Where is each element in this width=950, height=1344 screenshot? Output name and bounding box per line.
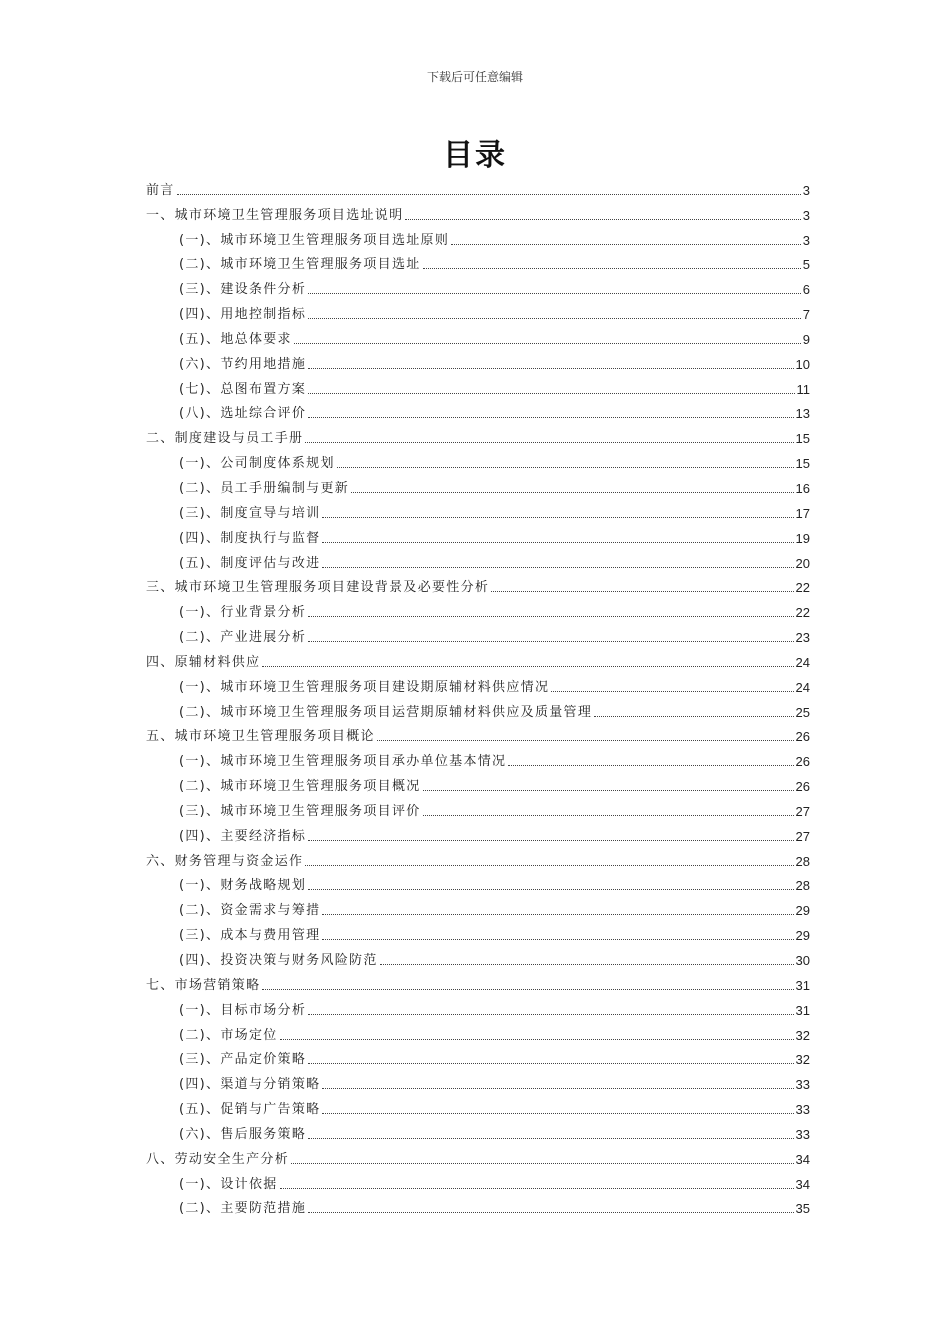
toc-entry[interactable] bbox=[146, 422, 810, 447]
toc-entry[interactable] bbox=[146, 323, 810, 348]
toc-entry-label: (五)、促销与广告策略 bbox=[179, 1102, 321, 1118]
toc-page-number: 28 bbox=[795, 878, 810, 894]
toc-page-number: 20 bbox=[795, 555, 810, 571]
toc-page-number: 28 bbox=[795, 853, 810, 869]
toc-entry-label: 一、城市环境卫生管理服务项目选址说明 bbox=[146, 207, 404, 223]
toc-entry-label: (一)、目标市场分析 bbox=[179, 1002, 307, 1018]
toc-dot-leader bbox=[308, 641, 793, 642]
toc-entry-label: (二)、城市环境卫生管理服务项目选址 bbox=[179, 257, 421, 273]
toc-entry[interactable] bbox=[146, 1168, 810, 1193]
toc-dot-leader bbox=[308, 1063, 793, 1064]
toc-page-number: 32 bbox=[795, 1052, 810, 1068]
toc-page-number: 34 bbox=[795, 1176, 810, 1192]
toc-page-number: 19 bbox=[795, 530, 810, 546]
toc-entry[interactable] bbox=[146, 447, 810, 472]
toc-dot-leader bbox=[291, 1163, 794, 1164]
toc-page-number: 35 bbox=[795, 1201, 810, 1217]
toc-dot-leader bbox=[491, 591, 793, 592]
toc-entry[interactable] bbox=[146, 1143, 810, 1168]
toc-dot-leader bbox=[308, 417, 793, 418]
toc-dot-leader bbox=[308, 889, 793, 890]
toc-dot-leader bbox=[280, 1188, 794, 1189]
toc-page-number: 13 bbox=[795, 406, 810, 422]
toc-page-number: 33 bbox=[795, 1102, 810, 1118]
toc-dot-leader bbox=[322, 914, 793, 915]
toc-page-number: 32 bbox=[795, 1027, 810, 1043]
toc-page-number: 26 bbox=[795, 729, 810, 745]
toc-page-number: 29 bbox=[795, 928, 810, 944]
toc-entry-label: (三)、成本与费用管理 bbox=[179, 928, 321, 944]
toc-entry-label: (一)、财务战略规划 bbox=[179, 878, 307, 894]
toc-entry[interactable] bbox=[146, 745, 810, 770]
toc-page-number: 26 bbox=[795, 754, 810, 770]
toc-entry-label: (三)、产品定价策略 bbox=[179, 1052, 307, 1068]
toc-page-number: 23 bbox=[795, 630, 810, 646]
toc-entry[interactable] bbox=[146, 820, 810, 845]
toc-page-number: 5 bbox=[802, 257, 810, 273]
toc-entry-label: (四)、渠道与分销策略 bbox=[179, 1077, 321, 1093]
toc-entry-label: (四)、投资决策与财务风险防范 bbox=[179, 953, 378, 968]
toc-entry[interactable] bbox=[146, 1044, 810, 1069]
toc-entry-label: (二)、产业进展分析 bbox=[179, 630, 307, 646]
toc-dot-leader bbox=[305, 865, 793, 866]
toc-entry[interactable] bbox=[146, 398, 810, 423]
toc-entry-label: 四、原辅材料供应 bbox=[146, 654, 261, 670]
toc-entry-label: (二)、员工手册编制与更新 bbox=[179, 480, 350, 496]
toc-entry-label: (一)、行业背景分析 bbox=[179, 605, 307, 621]
toc-page-number: 24 bbox=[795, 654, 810, 670]
toc-dot-leader bbox=[423, 790, 794, 791]
toc-entry[interactable] bbox=[146, 770, 810, 795]
toc-entry-label: (五)、地总体要求 bbox=[179, 331, 292, 347]
toc-entry[interactable] bbox=[146, 572, 810, 597]
toc-entry[interactable] bbox=[146, 621, 810, 646]
toc-entry[interactable] bbox=[146, 646, 810, 671]
toc-dot-leader bbox=[308, 1138, 793, 1139]
toc-page-number: 27 bbox=[795, 803, 810, 819]
toc-entry[interactable] bbox=[146, 522, 810, 547]
toc-entry-label: (二)、主要防范措施 bbox=[179, 1201, 307, 1217]
toc-page-number: 27 bbox=[795, 828, 810, 844]
toc-entry-label: (二)、城市环境卫生管理服务项目运营期原辅材料供应及质量管理 bbox=[179, 704, 593, 720]
toc-page-number: 7 bbox=[802, 307, 810, 323]
toc-entry-label: (二)、市场定位 bbox=[179, 1027, 278, 1043]
toc-page-number: 31 bbox=[795, 1002, 810, 1018]
toc-entry-label: (二)、城市环境卫生管理服务项目概况 bbox=[179, 779, 421, 795]
toc-dot-leader bbox=[322, 1088, 793, 1089]
toc-dot-leader bbox=[308, 1212, 793, 1213]
toc-entry-label: (一)、城市环境卫生管理服务项目承办单位基本情况 bbox=[179, 754, 507, 770]
toc-entry-label: 六、财务管理与资金运作 bbox=[146, 853, 304, 869]
toc-dot-leader bbox=[351, 492, 793, 493]
table-of-contents bbox=[146, 174, 810, 1217]
toc-entry[interactable] bbox=[146, 894, 810, 919]
toc-dot-leader bbox=[322, 567, 793, 568]
toc-page-number: 6 bbox=[802, 282, 810, 298]
toc-dot-leader bbox=[308, 616, 793, 617]
toc-entry-label: (四)、制度执行与监督 bbox=[179, 530, 321, 546]
toc-page-number: 17 bbox=[795, 505, 810, 521]
toc-entry-label: (四)、用地控制指标 bbox=[179, 307, 307, 323]
toc-page-number: 3 bbox=[802, 232, 810, 248]
toc-dot-leader bbox=[322, 939, 793, 940]
toc-entry-label: 五、城市环境卫生管理服务项目概论 bbox=[146, 729, 375, 745]
toc-entry[interactable] bbox=[146, 348, 810, 373]
toc-entry[interactable] bbox=[146, 1118, 810, 1143]
toc-dot-leader bbox=[322, 517, 793, 518]
toc-dot-leader bbox=[308, 840, 793, 841]
toc-entry-label: (一)、设计依据 bbox=[179, 1176, 278, 1192]
toc-dot-leader bbox=[280, 1039, 794, 1040]
toc-dot-leader bbox=[308, 368, 793, 369]
toc-page-number: 22 bbox=[795, 605, 810, 621]
toc-dot-leader bbox=[294, 343, 801, 344]
toc-page-number: 15 bbox=[795, 431, 810, 447]
toc-page-number: 16 bbox=[795, 480, 810, 496]
toc-entry[interactable] bbox=[146, 795, 810, 820]
toc-dot-leader bbox=[308, 318, 801, 319]
toc-entry[interactable] bbox=[146, 249, 810, 274]
toc-dot-leader bbox=[322, 542, 793, 543]
header-note: 下载后可任意编辑 bbox=[426, 70, 523, 84]
toc-entry[interactable] bbox=[146, 472, 810, 497]
toc-entry-label: (二)、资金需求与筹措 bbox=[179, 903, 321, 919]
toc-entry-label: (六)、售后服务策略 bbox=[179, 1126, 307, 1142]
toc-entry[interactable] bbox=[146, 1193, 810, 1218]
toc-dot-leader bbox=[594, 716, 793, 717]
toc-entry[interactable] bbox=[146, 224, 810, 249]
toc-page-number: 33 bbox=[795, 1126, 810, 1142]
toc-entry-label: (一)、城市环境卫生管理服务项目选址原则 bbox=[179, 232, 450, 248]
toc-dot-leader bbox=[451, 244, 801, 245]
toc-entry[interactable] bbox=[146, 174, 810, 199]
toc-entry-label: 前言 bbox=[146, 182, 175, 198]
toc-entry[interactable] bbox=[146, 298, 810, 323]
toc-dot-leader bbox=[508, 765, 793, 766]
toc-dot-leader bbox=[308, 1014, 793, 1015]
toc-dot-leader bbox=[377, 740, 794, 741]
toc-page-number: 29 bbox=[795, 903, 810, 919]
toc-dot-leader bbox=[305, 442, 793, 443]
toc-page-number: 15 bbox=[795, 456, 810, 472]
toc-entry-label: (一)、城市环境卫生管理服务项目建设期原辅材料供应情况 bbox=[179, 679, 550, 695]
toc-page-number: 26 bbox=[795, 779, 810, 795]
toc-dot-leader bbox=[380, 964, 794, 965]
toc-entry[interactable] bbox=[146, 497, 810, 522]
toc-entry-label: (五)、制度评估与改进 bbox=[179, 555, 321, 571]
toc-entry[interactable] bbox=[146, 373, 810, 398]
toc-entry[interactable] bbox=[146, 696, 810, 721]
toc-entry[interactable] bbox=[146, 919, 810, 944]
toc-entry-label: 八、劳动安全生产分析 bbox=[146, 1151, 290, 1167]
toc-page-number: 30 bbox=[795, 953, 810, 968]
toc-entry-label: (四)、主要经济指标 bbox=[179, 828, 307, 844]
toc-entry[interactable] bbox=[146, 944, 810, 969]
toc-entry[interactable] bbox=[146, 1068, 810, 1093]
toc-dot-leader bbox=[337, 467, 794, 468]
toc-dot-leader bbox=[405, 219, 800, 220]
toc-entry-label: (六)、节约用地措施 bbox=[179, 356, 307, 372]
toc-entry[interactable] bbox=[146, 845, 810, 870]
toc-entry[interactable] bbox=[146, 273, 810, 298]
toc-entry[interactable] bbox=[146, 969, 810, 994]
toc-entry-label: (三)、城市环境卫生管理服务项目评价 bbox=[179, 803, 421, 819]
toc-entry[interactable] bbox=[146, 671, 810, 696]
toc-page-number: 31 bbox=[795, 977, 810, 993]
toc-entry[interactable] bbox=[146, 721, 810, 746]
toc-page-number: 33 bbox=[795, 1077, 810, 1093]
toc-dot-leader bbox=[308, 393, 794, 394]
toc-dot-leader bbox=[308, 293, 801, 294]
toc-page-number: 24 bbox=[795, 679, 810, 695]
toc-title: 目录 bbox=[443, 138, 507, 173]
toc-entry-label: (八)、选址综合评价 bbox=[179, 406, 307, 422]
toc-entry-label: 三、城市环境卫生管理服务项目建设背景及必要性分析 bbox=[146, 580, 490, 596]
toc-entry[interactable] bbox=[146, 1093, 810, 1118]
toc-entry[interactable] bbox=[146, 1019, 810, 1044]
toc-dot-leader bbox=[423, 815, 794, 816]
toc-entry[interactable] bbox=[146, 596, 810, 621]
toc-page-number: 25 bbox=[795, 704, 810, 720]
toc-entry[interactable] bbox=[146, 199, 810, 224]
toc-page-number: 9 bbox=[802, 331, 810, 347]
toc-entry-label: 七、市场营销策略 bbox=[146, 977, 261, 993]
toc-dot-leader bbox=[262, 989, 793, 990]
toc-entry[interactable] bbox=[146, 547, 810, 572]
toc-page-number: 3 bbox=[802, 207, 810, 223]
toc-entry-label: (三)、制度宣导与培训 bbox=[179, 505, 321, 521]
toc-dot-leader bbox=[423, 268, 801, 269]
toc-dot-leader bbox=[551, 691, 793, 692]
toc-entry-label: (一)、公司制度体系规划 bbox=[179, 456, 335, 472]
toc-entry[interactable] bbox=[146, 870, 810, 895]
toc-page-number: 3 bbox=[802, 182, 810, 198]
toc-dot-leader bbox=[322, 1113, 793, 1114]
toc-entry-label: (七)、总图布置方案 bbox=[179, 381, 307, 397]
toc-entry-label: (三)、建设条件分析 bbox=[179, 282, 307, 298]
toc-entry-label: 二、制度建设与员工手册 bbox=[146, 431, 304, 447]
toc-page-number: 10 bbox=[795, 356, 810, 372]
toc-page-number: 11 bbox=[796, 381, 810, 397]
toc-page-number: 22 bbox=[795, 580, 810, 596]
toc-page-number: 34 bbox=[795, 1151, 810, 1167]
toc-entry[interactable] bbox=[146, 994, 810, 1019]
toc-dot-leader bbox=[262, 666, 793, 667]
toc-dot-leader bbox=[177, 194, 801, 195]
